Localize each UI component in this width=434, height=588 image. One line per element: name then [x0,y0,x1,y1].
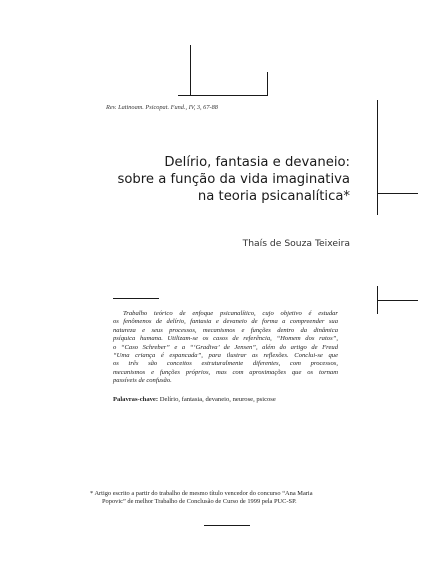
abstract-line-5: o “Caso Schreber” e a “‘Gradiva’ de Jensen”, além do artigo de Freud [113,343,338,351]
abstract-top-rule [113,298,159,299]
abstract-line-4: psíquica humana. Utilizam-se os casos de referência, “Homem dos ratos”, [113,335,338,343]
crop-mark-horizontal-right-upper [378,193,418,194]
crop-mark-horizontal-right-lower [378,300,418,301]
footnote-line-2: Popovic” de melhor Trabalho de Conclusão de Curso de 1999 pela PUC-SP. [102,498,297,506]
abstract-line-6: “Uma criança é espancada”, para ilustrar as reflexões. Conclui-se que [113,352,338,360]
footnote-line-1: * Artigo escrito a partir do trabalho de mesmo título vencedor do concurso “Ana Maria [90,490,313,497]
abstract-line-7: os três são conceitos estruturalmente diferentes, com processos, [113,360,338,368]
keywords-text: Delírio, fantasia, devaneio, neurose, psicose [159,396,276,403]
title-line-3: na teoria psicanalítica* [197,189,350,204]
abstract-line-8: mecanismos e funções próprios, mas com aproximações que os tornam [113,368,338,376]
title-line-1: Delírio, fantasia e devaneio: [164,155,350,170]
journal-reference: Rev. Latinoam. Psicopat. Fund., IV, 3, 67-88 [106,104,218,111]
footnote [90,490,350,507]
keywords-label: Palavras-chave: [113,396,159,403]
abstract-line-2: os fenômenos de delírio, fantasia e devaneio de forma a compreender sua [113,318,338,326]
article-author: Thaís de Souza Teixeira [242,238,350,249]
title-line-2: sobre a função da vida imaginativa [117,172,350,187]
abstract-block [113,310,338,386]
crop-mark-vertical-top-right [267,72,268,96]
crop-mark-vertical-top-left [190,45,191,95]
crop-mark-vertical-right-upper [377,100,378,215]
article-title [117,154,350,205]
keywords-line [113,396,338,403]
footnote-bottom-rule [204,525,250,526]
abstract-line-3: natureza e seus processos, mecanismos e funções dentro da dinâmica [113,326,338,334]
abstract-line-1: Trabalho teórico de enfoque psicanalítico, cujo objetivo é estudar [123,310,338,317]
abstract-line-9: passíveis de confusão. [113,377,172,385]
header-rule [178,95,268,96]
